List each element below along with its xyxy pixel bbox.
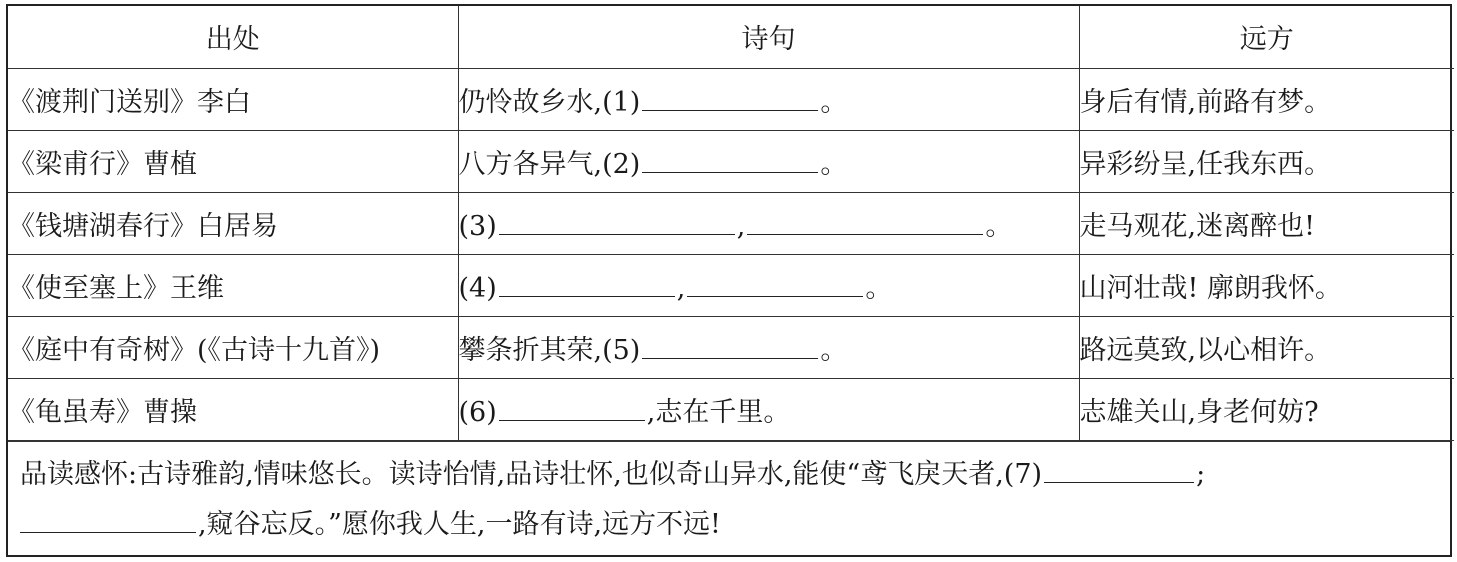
table-header-row xyxy=(8,6,1454,68)
answer-blank-4a[interactable] xyxy=(499,272,675,297)
verse-cell xyxy=(458,316,1079,378)
table-row xyxy=(8,254,1454,316)
poem-table xyxy=(8,6,1454,441)
header-verse: 诗句 xyxy=(458,6,1079,68)
verse-cell xyxy=(458,378,1079,440)
far-cell: 身后有情,前路有梦。 xyxy=(1079,68,1454,130)
verse-cell xyxy=(458,130,1079,192)
answer-blank-6[interactable] xyxy=(499,396,645,421)
far-cell: 志雄关山,身老何妨? xyxy=(1079,378,1454,440)
answer-blank-7[interactable] xyxy=(1044,458,1194,483)
far-cell: 山河壮哉! 廓朗我怀。 xyxy=(1079,254,1454,316)
verse-text: 。 xyxy=(820,148,848,180)
closing-text: ; xyxy=(1196,458,1206,490)
verse-text: 。 xyxy=(985,210,1013,242)
answer-blank-3b[interactable] xyxy=(747,210,983,235)
verse-text: (3) xyxy=(458,210,497,242)
answer-blank-5[interactable] xyxy=(642,334,818,359)
source-cell: 《龟虽寿》曹操 xyxy=(8,378,458,440)
verse-text: 。 xyxy=(820,334,848,366)
header-far: 远方 xyxy=(1079,6,1454,68)
verse-text: 仍怜故乡水,(1) xyxy=(458,86,641,118)
answer-blank-2[interactable] xyxy=(642,148,818,173)
answer-blank-8[interactable] xyxy=(20,508,196,533)
source-cell: 《钱塘湖春行》白居易 xyxy=(8,192,458,254)
verse-text: 。 xyxy=(820,86,848,118)
source-cell: 《庭中有奇树》(《古诗十九首》) xyxy=(8,316,458,378)
closing-line-1 xyxy=(20,450,1440,500)
header-source: 出处 xyxy=(8,6,458,68)
answer-blank-3a[interactable] xyxy=(499,210,735,235)
table-row xyxy=(8,68,1454,130)
verse-text: ,志在千里。 xyxy=(646,396,791,428)
far-cell: 路远莫致,以心相许。 xyxy=(1079,316,1454,378)
table-row xyxy=(8,130,1454,192)
table-row xyxy=(8,316,1454,378)
closing-text: 品读感怀:古诗雅韵,情味悠长。读诗怡情,品诗壮怀,也似奇山异水,能使“鸢飞戾天者,(7) xyxy=(20,458,1043,490)
verse-text: 八方各异气,(2) xyxy=(458,148,641,180)
verse-text: , xyxy=(736,210,746,242)
closing-line-2 xyxy=(20,500,1440,550)
closing-reflection xyxy=(8,441,1450,559)
source-cell: 《使至塞上》王维 xyxy=(8,254,458,316)
closing-text: ,窥谷忘反。”愿你我人生,一路有诗,远方不远! xyxy=(198,508,721,540)
verse-cell xyxy=(458,254,1079,316)
verse-cell xyxy=(458,68,1079,130)
verse-cell xyxy=(458,192,1079,254)
poetry-worksheet xyxy=(6,4,1452,557)
answer-blank-1[interactable] xyxy=(642,86,818,111)
source-cell: 《渡荆门送别》李白 xyxy=(8,68,458,130)
far-cell: 走马观花,迷离醉也! xyxy=(1079,192,1454,254)
far-cell: 异彩纷呈,任我东西。 xyxy=(1079,130,1454,192)
source-cell: 《梁甫行》曹植 xyxy=(8,130,458,192)
verse-text: 。 xyxy=(865,272,893,304)
verse-text: , xyxy=(676,272,686,304)
answer-blank-4b[interactable] xyxy=(687,272,863,297)
table-row xyxy=(8,192,1454,254)
verse-text: 攀条折其荣,(5) xyxy=(458,334,641,366)
verse-text: (4) xyxy=(458,272,497,304)
verse-text: (6) xyxy=(458,396,497,428)
table-row xyxy=(8,378,1454,440)
